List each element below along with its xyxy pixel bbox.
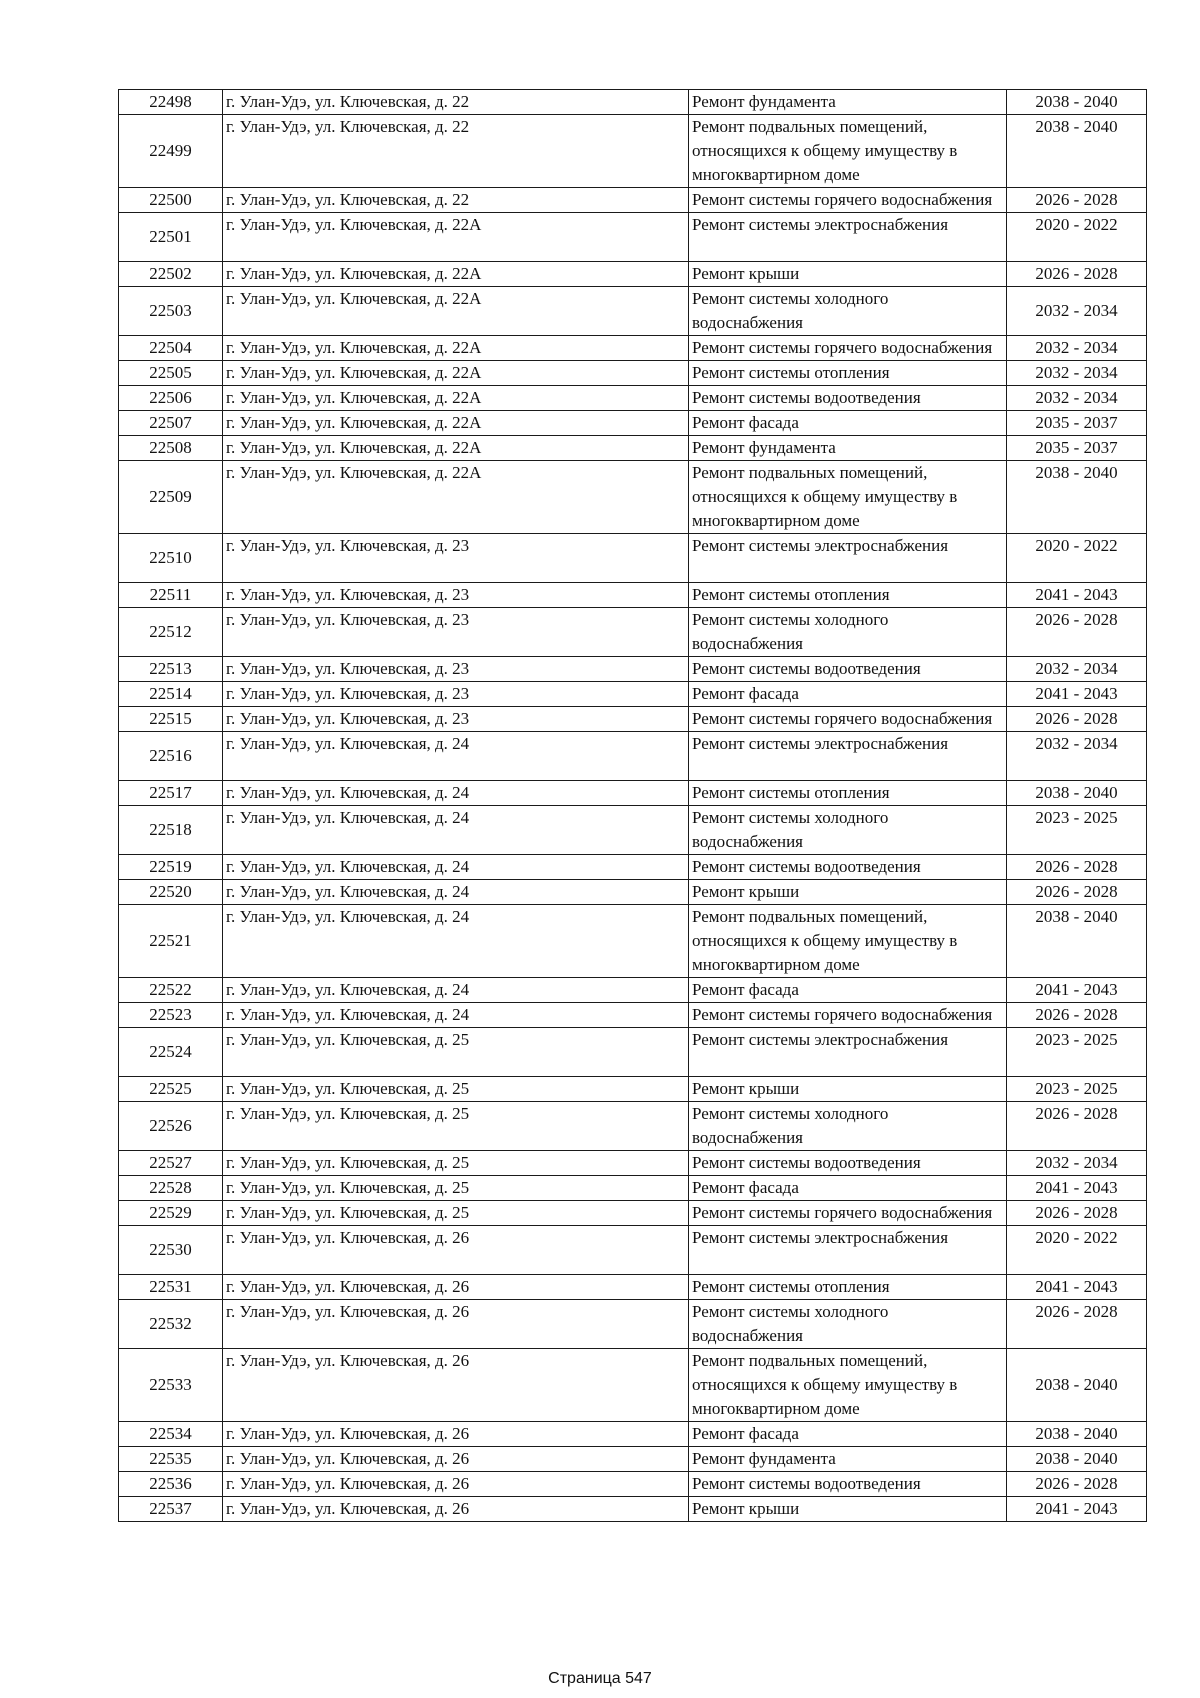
row-work-type: Ремонт крыши — [689, 1077, 1007, 1102]
row-work-type: Ремонт системы водоотведения — [689, 657, 1007, 682]
row-address: г. Улан-Удэ, ул. Ключевская, д. 26 — [223, 1422, 689, 1447]
row-work-type: Ремонт системы горячего водоснабжения — [689, 188, 1007, 213]
row-address: г. Улан-Удэ, ул. Ключевская, д. 25 — [223, 1102, 689, 1151]
table-row — [119, 1077, 1147, 1102]
row-work-type: Ремонт подвальных помещений, относящихся к общему имуществу в многоквартирном доме — [689, 115, 1007, 188]
row-address: г. Улан-Удэ, ул. Ключевская, д. 22А — [223, 336, 689, 361]
table-row — [119, 386, 1147, 411]
row-number: 22519 — [119, 855, 223, 880]
row-work-type: Ремонт фасада — [689, 1422, 1007, 1447]
row-address: г. Улан-Удэ, ул. Ключевская, д. 24 — [223, 905, 689, 978]
row-address: г. Улан-Удэ, ул. Ключевская, д. 26 — [223, 1472, 689, 1497]
row-period: 2026 - 2028 — [1007, 1300, 1147, 1349]
table-row — [119, 1151, 1147, 1176]
row-address: г. Улан-Удэ, ул. Ключевская, д. 24 — [223, 806, 689, 855]
row-number: 22509 — [119, 461, 223, 534]
row-address: г. Улан-Удэ, ул. Ключевская, д. 24 — [223, 1003, 689, 1028]
row-work-type: Ремонт системы электроснабжения — [689, 534, 1007, 583]
row-address: г. Улан-Удэ, ул. Ключевская, д. 23 — [223, 707, 689, 732]
table-row — [119, 855, 1147, 880]
row-address: г. Улан-Удэ, ул. Ключевская, д. 26 — [223, 1349, 689, 1422]
row-work-type: Ремонт системы горячего водоснабжения — [689, 336, 1007, 361]
table-row — [119, 781, 1147, 806]
row-number: 22536 — [119, 1472, 223, 1497]
table-row — [119, 978, 1147, 1003]
row-period: 2032 - 2034 — [1007, 657, 1147, 682]
row-period: 2026 - 2028 — [1007, 855, 1147, 880]
row-work-type: Ремонт системы холодного водоснабжения — [689, 608, 1007, 657]
row-number: 22498 — [119, 90, 223, 115]
table-row — [119, 411, 1147, 436]
row-work-type: Ремонт фасада — [689, 411, 1007, 436]
row-address: г. Улан-Удэ, ул. Ключевская, д. 22А — [223, 461, 689, 534]
table-row — [119, 188, 1147, 213]
row-work-type: Ремонт крыши — [689, 880, 1007, 905]
table-row — [119, 608, 1147, 657]
row-work-type: Ремонт системы водоотведения — [689, 855, 1007, 880]
row-work-type: Ремонт фундамента — [689, 90, 1007, 115]
row-period: 2032 - 2034 — [1007, 1151, 1147, 1176]
row-address: г. Улан-Удэ, ул. Ключевская, д. 26 — [223, 1275, 689, 1300]
table-row — [119, 1102, 1147, 1151]
row-number: 22501 — [119, 213, 223, 262]
row-number: 22534 — [119, 1422, 223, 1447]
row-work-type: Ремонт системы горячего водоснабжения — [689, 1201, 1007, 1226]
row-number: 22516 — [119, 732, 223, 781]
row-period: 2026 - 2028 — [1007, 880, 1147, 905]
table-row — [119, 1226, 1147, 1275]
row-address: г. Улан-Удэ, ул. Ключевская, д. 25 — [223, 1028, 689, 1077]
row-address: г. Улан-Удэ, ул. Ключевская, д. 22 — [223, 90, 689, 115]
row-address: г. Улан-Удэ, ул. Ключевская, д. 24 — [223, 781, 689, 806]
page-number: Страница 547 — [548, 1670, 652, 1687]
row-work-type: Ремонт системы холодного водоснабжения — [689, 1102, 1007, 1151]
row-number: 22520 — [119, 880, 223, 905]
row-work-type: Ремонт системы холодного водоснабжения — [689, 806, 1007, 855]
row-work-type: Ремонт системы отопления — [689, 1275, 1007, 1300]
table-row — [119, 583, 1147, 608]
row-address: г. Улан-Удэ, ул. Ключевская, д. 23 — [223, 583, 689, 608]
table-row — [119, 1275, 1147, 1300]
row-number: 22513 — [119, 657, 223, 682]
table-row — [119, 905, 1147, 978]
row-address: г. Улан-Удэ, ул. Ключевская, д. 22А — [223, 361, 689, 386]
table-row — [119, 436, 1147, 461]
row-period: 2023 - 2025 — [1007, 806, 1147, 855]
row-work-type: Ремонт системы холодного водоснабжения — [689, 1300, 1007, 1349]
row-number: 22515 — [119, 707, 223, 732]
row-address: г. Улан-Удэ, ул. Ключевская, д. 24 — [223, 732, 689, 781]
row-number: 22532 — [119, 1300, 223, 1349]
table-row — [119, 732, 1147, 781]
row-number: 22527 — [119, 1151, 223, 1176]
work-schedule-table — [118, 89, 1147, 1522]
table-row — [119, 880, 1147, 905]
table-row — [119, 1201, 1147, 1226]
row-address: г. Улан-Удэ, ул. Ключевская, д. 23 — [223, 657, 689, 682]
row-period: 2038 - 2040 — [1007, 461, 1147, 534]
row-number: 22521 — [119, 905, 223, 978]
row-period: 2041 - 2043 — [1007, 1497, 1147, 1522]
row-work-type: Ремонт фасада — [689, 1176, 1007, 1201]
row-address: г. Улан-Удэ, ул. Ключевская, д. 22А — [223, 386, 689, 411]
row-work-type: Ремонт крыши — [689, 262, 1007, 287]
table-row — [119, 1300, 1147, 1349]
row-address: г. Улан-Удэ, ул. Ключевская, д. 22А — [223, 213, 689, 262]
row-address: г. Улан-Удэ, ул. Ключевская, д. 25 — [223, 1176, 689, 1201]
row-period: 2041 - 2043 — [1007, 978, 1147, 1003]
row-address: г. Улан-Удэ, ул. Ключевская, д. 26 — [223, 1447, 689, 1472]
row-address: г. Улан-Удэ, ул. Ключевская, д. 25 — [223, 1151, 689, 1176]
row-work-type: Ремонт системы электроснабжения — [689, 732, 1007, 781]
row-number: 22523 — [119, 1003, 223, 1028]
table-row — [119, 213, 1147, 262]
row-period: 2026 - 2028 — [1007, 1102, 1147, 1151]
row-period: 2023 - 2025 — [1007, 1028, 1147, 1077]
row-work-type: Ремонт системы холодного водоснабжения — [689, 287, 1007, 336]
table-row — [119, 1472, 1147, 1497]
table-row — [119, 1349, 1147, 1422]
row-work-type: Ремонт подвальных помещений, относящихся к общему имуществу в многоквартирном доме — [689, 905, 1007, 978]
row-number: 22529 — [119, 1201, 223, 1226]
row-number: 22530 — [119, 1226, 223, 1275]
row-work-type: Ремонт системы водоотведения — [689, 1472, 1007, 1497]
row-work-type: Ремонт системы водоотведения — [689, 1151, 1007, 1176]
row-number: 22506 — [119, 386, 223, 411]
row-number: 22533 — [119, 1349, 223, 1422]
table-row — [119, 682, 1147, 707]
row-number: 22510 — [119, 534, 223, 583]
row-address: г. Улан-Удэ, ул. Ключевская, д. 22 — [223, 188, 689, 213]
row-period: 2041 - 2043 — [1007, 583, 1147, 608]
table-row — [119, 707, 1147, 732]
row-work-type: Ремонт системы электроснабжения — [689, 1226, 1007, 1275]
table-row — [119, 657, 1147, 682]
row-number: 22507 — [119, 411, 223, 436]
row-work-type: Ремонт подвальных помещений, относящихся к общему имуществу в многоквартирном доме — [689, 1349, 1007, 1422]
row-number: 22525 — [119, 1077, 223, 1102]
row-period: 2032 - 2034 — [1007, 361, 1147, 386]
row-address: г. Улан-Удэ, ул. Ключевская, д. 22А — [223, 262, 689, 287]
table-row — [119, 1497, 1147, 1522]
row-work-type: Ремонт системы отопления — [689, 361, 1007, 386]
row-address: г. Улан-Удэ, ул. Ключевская, д. 23 — [223, 608, 689, 657]
table-row — [119, 1176, 1147, 1201]
row-address: г. Улан-Удэ, ул. Ключевская, д. 24 — [223, 880, 689, 905]
row-period: 2023 - 2025 — [1007, 1077, 1147, 1102]
row-period: 2026 - 2028 — [1007, 707, 1147, 732]
row-period: 2038 - 2040 — [1007, 90, 1147, 115]
row-work-type: Ремонт фасада — [689, 682, 1007, 707]
row-number: 22503 — [119, 287, 223, 336]
row-period: 2038 - 2040 — [1007, 1349, 1147, 1422]
row-number: 22531 — [119, 1275, 223, 1300]
row-period: 2038 - 2040 — [1007, 1447, 1147, 1472]
row-number: 22522 — [119, 978, 223, 1003]
row-number: 22524 — [119, 1028, 223, 1077]
row-period: 2038 - 2040 — [1007, 781, 1147, 806]
row-period: 2038 - 2040 — [1007, 905, 1147, 978]
row-work-type: Ремонт фундамента — [689, 436, 1007, 461]
row-period: 2026 - 2028 — [1007, 1003, 1147, 1028]
row-period: 2026 - 2028 — [1007, 1201, 1147, 1226]
table-row — [119, 287, 1147, 336]
table-row — [119, 262, 1147, 287]
row-work-type: Ремонт системы горячего водоснабжения — [689, 1003, 1007, 1028]
row-number: 22500 — [119, 188, 223, 213]
table-body — [119, 90, 1147, 1522]
row-address: г. Улан-Удэ, ул. Ключевская, д. 25 — [223, 1201, 689, 1226]
row-number: 22517 — [119, 781, 223, 806]
row-number: 22526 — [119, 1102, 223, 1151]
row-address: г. Улан-Удэ, ул. Ключевская, д. 22А — [223, 411, 689, 436]
row-work-type: Ремонт системы электроснабжения — [689, 1028, 1007, 1077]
row-period: 2026 - 2028 — [1007, 1472, 1147, 1497]
table-row — [119, 461, 1147, 534]
row-period: 2020 - 2022 — [1007, 213, 1147, 262]
table-row — [119, 361, 1147, 386]
row-period: 2041 - 2043 — [1007, 1176, 1147, 1201]
row-period: 2026 - 2028 — [1007, 608, 1147, 657]
row-address: г. Улан-Удэ, ул. Ключевская, д. 22 — [223, 115, 689, 188]
row-address: г. Улан-Удэ, ул. Ключевская, д. 22А — [223, 436, 689, 461]
row-period: 2041 - 2043 — [1007, 1275, 1147, 1300]
row-number: 22535 — [119, 1447, 223, 1472]
row-work-type: Ремонт системы водоотведения — [689, 386, 1007, 411]
row-number: 22508 — [119, 436, 223, 461]
row-period: 2026 - 2028 — [1007, 262, 1147, 287]
row-address: г. Улан-Удэ, ул. Ключевская, д. 24 — [223, 978, 689, 1003]
row-number: 22511 — [119, 583, 223, 608]
row-address: г. Улан-Удэ, ул. Ключевская, д. 26 — [223, 1300, 689, 1349]
row-address: г. Улан-Удэ, ул. Ключевская, д. 25 — [223, 1077, 689, 1102]
row-number: 22514 — [119, 682, 223, 707]
row-address: г. Улан-Удэ, ул. Ключевская, д. 26 — [223, 1497, 689, 1522]
row-period: 2038 - 2040 — [1007, 115, 1147, 188]
table-row — [119, 1422, 1147, 1447]
row-period: 2038 - 2040 — [1007, 1422, 1147, 1447]
row-address: г. Улан-Удэ, ул. Ключевская, д. 24 — [223, 855, 689, 880]
row-period: 2032 - 2034 — [1007, 386, 1147, 411]
row-number: 22499 — [119, 115, 223, 188]
row-work-type: Ремонт системы отопления — [689, 781, 1007, 806]
row-work-type: Ремонт крыши — [689, 1497, 1007, 1522]
row-address: г. Улан-Удэ, ул. Ключевская, д. 26 — [223, 1226, 689, 1275]
table-row — [119, 1447, 1147, 1472]
row-period: 2032 - 2034 — [1007, 336, 1147, 361]
row-period: 2020 - 2022 — [1007, 534, 1147, 583]
row-work-type: Ремонт фундамента — [689, 1447, 1007, 1472]
row-address: г. Улан-Удэ, ул. Ключевская, д. 22А — [223, 287, 689, 336]
table-row — [119, 806, 1147, 855]
row-number: 22504 — [119, 336, 223, 361]
row-work-type: Ремонт фасада — [689, 978, 1007, 1003]
row-number: 22502 — [119, 262, 223, 287]
row-period: 2041 - 2043 — [1007, 682, 1147, 707]
row-work-type: Ремонт подвальных помещений, относящихся к общему имуществу в многоквартирном доме — [689, 461, 1007, 534]
table-row — [119, 90, 1147, 115]
row-period: 2035 - 2037 — [1007, 411, 1147, 436]
row-work-type: Ремонт системы горячего водоснабжения — [689, 707, 1007, 732]
table-row — [119, 336, 1147, 361]
row-period: 2035 - 2037 — [1007, 436, 1147, 461]
row-number: 22528 — [119, 1176, 223, 1201]
row-period: 2026 - 2028 — [1007, 188, 1147, 213]
row-period: 2032 - 2034 — [1007, 287, 1147, 336]
table-row — [119, 534, 1147, 583]
table-row — [119, 1003, 1147, 1028]
row-address: г. Улан-Удэ, ул. Ключевская, д. 23 — [223, 534, 689, 583]
row-address: г. Улан-Удэ, ул. Ключевская, д. 23 — [223, 682, 689, 707]
row-work-type: Ремонт системы электроснабжения — [689, 213, 1007, 262]
table-row — [119, 1028, 1147, 1077]
row-period: 2020 - 2022 — [1007, 1226, 1147, 1275]
row-period: 2032 - 2034 — [1007, 732, 1147, 781]
row-number: 22505 — [119, 361, 223, 386]
row-number: 22512 — [119, 608, 223, 657]
row-number: 22537 — [119, 1497, 223, 1522]
row-work-type: Ремонт системы отопления — [689, 583, 1007, 608]
table-row — [119, 115, 1147, 188]
row-number: 22518 — [119, 806, 223, 855]
